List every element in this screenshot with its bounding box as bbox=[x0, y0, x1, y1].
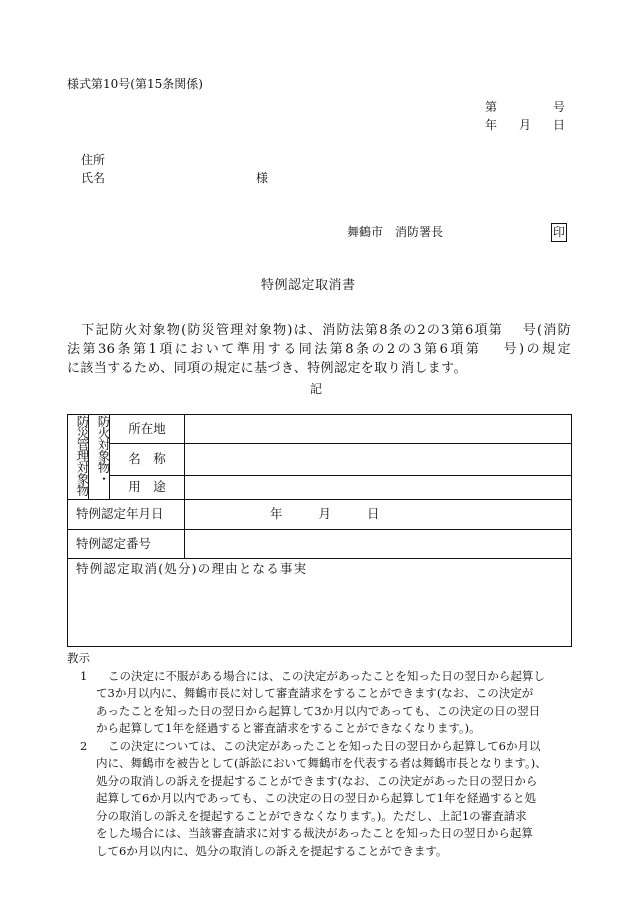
group-label-inner: 防火対象物・ bbox=[89, 415, 110, 500]
use-value[interactable] bbox=[185, 476, 572, 500]
note-2-line-6: をした場合には、当該審査請求に対する裁決があったことを知った日の翌日から起算 bbox=[96, 826, 533, 840]
note-1-line-4: から起算して1年を経過すると審査請求をすることができなくなります。)。 bbox=[96, 721, 481, 735]
number-suffix: 号 bbox=[553, 100, 566, 114]
location-label: 所在地 bbox=[110, 415, 185, 444]
note-1-line-2: て3か月以内に、舞鶴市長に対して審査請求をすることができます(なお、この決定が bbox=[96, 686, 534, 700]
note-number-2: 2 bbox=[80, 738, 88, 753]
location-value[interactable] bbox=[185, 415, 572, 444]
cert-date-value[interactable] bbox=[185, 500, 572, 530]
name-value[interactable] bbox=[185, 444, 572, 476]
seal-mark: 印 bbox=[551, 223, 567, 242]
note-2-line-7: して6か月以内に、処分の取消しの訴えを提起することができます。 bbox=[96, 843, 448, 858]
cert-number-value[interactable] bbox=[185, 530, 572, 559]
form-number: 様式第10号(第15条関係) bbox=[67, 77, 203, 91]
date-year: 年 bbox=[485, 118, 498, 132]
cert-date-label: 特例認定年月日 bbox=[68, 500, 185, 530]
note-2-line-2: 内に、舞鶴市を被告として(訴訟において舞鶴市を代表する者は舞鶴市長となります。)、 bbox=[96, 756, 547, 770]
group-label-outer: 防災管理対象物 bbox=[68, 415, 89, 500]
body-line-2: 法第36条第1項において準用する同法第8条の2の3第6項第 号)の規定 bbox=[67, 342, 571, 357]
note-2-line-1: この決定については、この決定があったことを知った日の翌日から起算して6か月以 bbox=[108, 738, 541, 753]
record-heading: 記 bbox=[310, 382, 323, 396]
note-item-2 bbox=[67, 738, 587, 861]
notes-heading: 教示 bbox=[67, 651, 90, 665]
cert-date-day: 日 bbox=[367, 506, 380, 522]
note-number-1: 1 bbox=[80, 668, 88, 683]
details-table bbox=[67, 414, 572, 647]
body-line-1: 下記防火対象物(防災管理対象物)は、消防法第8条の2の3第6項第 号(消防 bbox=[67, 323, 571, 338]
reason-field[interactable] bbox=[68, 559, 572, 647]
note-item-1 bbox=[67, 668, 587, 738]
instruction-notes bbox=[67, 650, 587, 860]
reason-label: 特例認定取消(処分)の理由となる事実 bbox=[76, 561, 308, 576]
number-prefix: 第 bbox=[485, 100, 498, 114]
note-2-line-5: 分の取消しの訴えを提起することができなくなります。)。ただし、上記1の審査請求 bbox=[96, 808, 527, 823]
cert-date-month: 月 bbox=[318, 506, 332, 522]
note-1-line-3: あったことを知った日の翌日から起算して3か月以内であっても、この決定の日の翌日 bbox=[96, 703, 541, 718]
address-label: 住所 bbox=[81, 153, 106, 167]
date-day: 日 bbox=[553, 118, 566, 132]
date-month: 月 bbox=[519, 118, 532, 132]
body-line-3: に該当するため、同項の規定に基づき、特例認定を取り消します。 bbox=[67, 361, 467, 376]
document-title: 特例認定取消書 bbox=[261, 278, 356, 293]
use-label: 用 途 bbox=[110, 476, 185, 500]
honorific: 様 bbox=[256, 171, 269, 185]
note-2-line-3: 処分の取消しの訴えを提起することができます(なお、この決定があった日の翌日から bbox=[96, 773, 538, 788]
issuer-name: 舞鶴市 消防署長 bbox=[347, 225, 444, 239]
name-field-label: 名 称 bbox=[110, 444, 185, 476]
cert-number-label: 特例認定番号 bbox=[68, 530, 185, 559]
name-label: 氏名 bbox=[81, 171, 106, 185]
body-paragraph bbox=[67, 321, 571, 378]
note-1-line-1: この決定に不服がある場合には、この決定があったことを知った日の翌日から起算し bbox=[108, 668, 545, 683]
cert-date-year: 年 bbox=[270, 506, 283, 522]
note-2-line-4: 起算して6か月以内であっても、この決定の日の翌日から起算して1年を経過すると処 bbox=[96, 791, 537, 805]
